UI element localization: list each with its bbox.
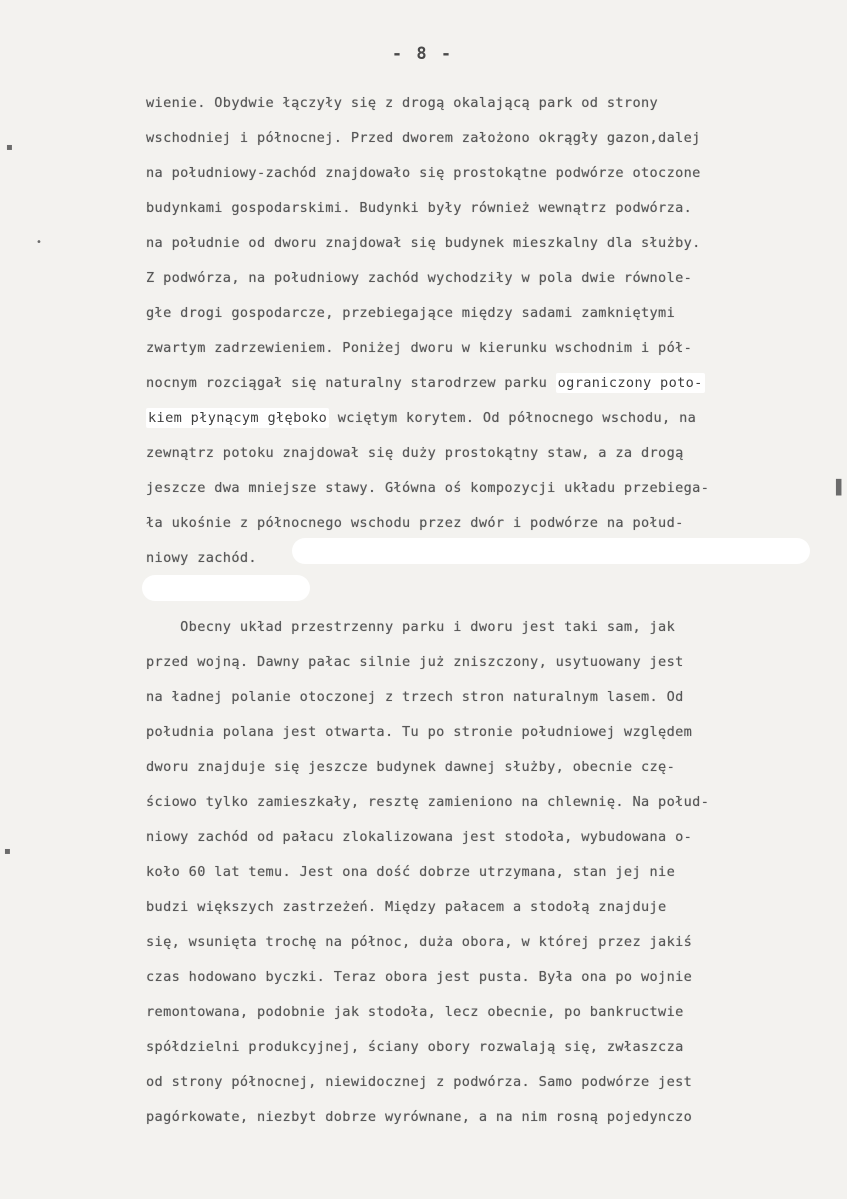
- line-text: zewnątrz potoku znajdował się duży prostokątny staw, a za drogą: [146, 445, 684, 461]
- text-line: ściowo tylko zamieszkały, resztę zamieniono na chlewnię. Na połud-: [146, 794, 710, 810]
- text-line: niowy zachód od pałacu zlokalizowana jest stodoła, wybudowana o-: [146, 829, 693, 845]
- line-text: jeszcze dwa mniejsze stawy. Główna oś kompozycji układu przebiega-: [146, 480, 710, 496]
- text-line: [146, 86, 846, 121]
- text-line: [146, 226, 846, 261]
- text-line: budzi większych zastrzeżeń. Między pałacem a stodołą znajduje: [146, 899, 667, 915]
- text-line: [146, 121, 846, 156]
- paragraph-1: [146, 86, 846, 576]
- margin-tick-mark: ▪: [4, 846, 11, 857]
- text-line: czas hodowano byczki. Teraz obora jest pusta. Była ona po wojnie: [146, 969, 693, 985]
- line-text: na południe od dworu znajdował się budynek mieszkalny dla służby.: [146, 235, 701, 251]
- line-text: wciętym korytem. Od północnego wschodu, na: [329, 410, 697, 426]
- text-line: [146, 331, 846, 366]
- line-text: na południowy-zachód znajdowało się prostokątne podwórze otoczone: [146, 165, 701, 181]
- text-line: [146, 506, 846, 541]
- text-line: [146, 296, 846, 331]
- text-line: południa polana jest otwarta. Tu po stronie południowej względem: [146, 724, 693, 740]
- text-line: dworu znajduje się jeszcze budynek dawnej służby, obecnie czę-: [146, 759, 676, 775]
- text-line: [146, 436, 846, 471]
- text-line: na ładnej polanie otoczonej z trzech stron naturalnym lasem. Od: [146, 689, 684, 705]
- line-text: zwartym zadrzewieniem. Poniżej dworu w kierunku wschodnim i pół-: [146, 340, 693, 356]
- text-line: [146, 261, 846, 296]
- text-line: przed wojną. Dawny pałac silnie już zniszczony, usytuowany jest: [146, 654, 684, 670]
- selected-text-highlight[interactable]: ograniczony poto-: [557, 375, 703, 391]
- line-text: niowy zachód.: [146, 550, 257, 566]
- line-text: ła ukośnie z północnego wschodu przez dwór i podwórze na połud-: [146, 515, 684, 531]
- text-line: koło 60 lat temu. Jest ona dość dobrze utrzymana, stan jej nie: [146, 864, 676, 880]
- text-line: [146, 401, 846, 436]
- text-line: [146, 191, 846, 226]
- text-line: się, wsunięta trochę na północ, duża obora, w której przez jakiś: [146, 934, 693, 950]
- line-text: nocnym rozciągał się naturalny starodrzew parku: [146, 375, 556, 391]
- document-body: [146, 86, 846, 1135]
- text-line: [146, 471, 846, 506]
- margin-tick-mark: ▪: [6, 142, 13, 153]
- text-line: Obecny układ przestrzenny parku i dworu jest taki sam, jak: [146, 619, 676, 635]
- margin-bracket-mark: ▌: [836, 480, 847, 496]
- text-line: spółdzielni produkcyjnej, ściany obory rozwalają się, zwłaszcza: [146, 1039, 684, 1055]
- line-text: wienie. Obydwie łączyły się z drogą okalającą park od strony: [146, 95, 659, 111]
- line-text: głe drogi gospodarcze, przebiegające między sadami zamkniętymi: [146, 305, 676, 321]
- redaction-block: [292, 538, 810, 564]
- text-line: remontowana, podobnie jak stodoła, lecz obecnie, po bankructwie: [146, 1004, 684, 1020]
- redaction-block: [142, 575, 310, 601]
- selected-text-highlight[interactable]: kiem płynącym głęboko: [148, 410, 328, 426]
- line-text: budynkami gospodarskimi. Budynki były również wewnątrz podwórza.: [146, 200, 693, 216]
- line-text: wschodniej i północnej. Przed dworem założono okrągły gazon,dalej: [146, 130, 701, 146]
- text-line: pagórkowate, niezbyt dobrze wyrównane, a na nim rosną pojedynczo: [146, 1109, 693, 1125]
- text-line: [146, 366, 846, 401]
- page-number: - 8 -: [391, 44, 454, 64]
- text-line: [146, 156, 846, 191]
- line-text: Z podwórza, na południowy zachód wychodziły w pola dwie równole-: [146, 270, 693, 286]
- margin-dot-mark: •: [36, 237, 42, 248]
- text-line: od strony północnej, niewidocznej z podwórza. Samo podwórze jest: [146, 1074, 693, 1090]
- paragraph-2: [146, 610, 846, 1135]
